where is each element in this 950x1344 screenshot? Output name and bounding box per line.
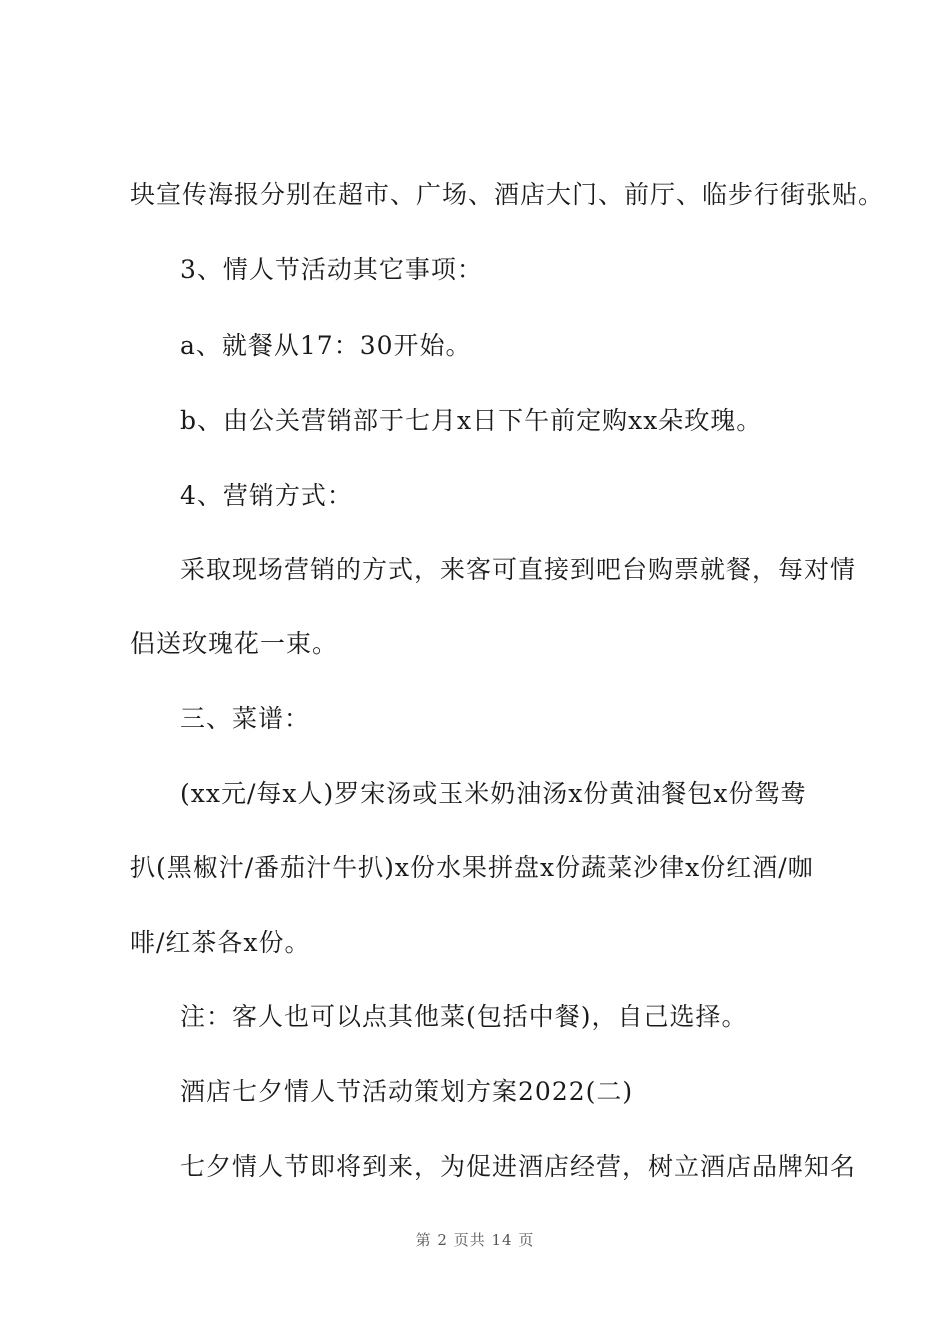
text-line: 3、情人节活动其它事项： bbox=[180, 255, 483, 284]
text-line: 三、菜谱： bbox=[180, 704, 311, 733]
text-line: 侣送玫瑰花一束。 bbox=[130, 629, 339, 658]
text-line: 啡/红茶各x份。 bbox=[130, 928, 311, 957]
section-heading: 酒店七夕情人节活动策划方案2022(二) bbox=[180, 1077, 634, 1106]
text-line: a、就餐从17：30开始。 bbox=[180, 331, 472, 360]
page-number-footer: 第 2 页共 14 页 bbox=[415, 1231, 535, 1249]
text-line: 注：客人也可以点其他菜(包括中餐)，自己选择。 bbox=[180, 1002, 748, 1031]
text-line: 扒(黑椒汁/番茄汁牛扒)x份水果拼盘x份蔬菜沙律x份红酒/咖 bbox=[130, 853, 814, 882]
text-line: 4、营销方式： bbox=[180, 481, 353, 510]
text-line: 七夕情人节即将到来，为促进酒店经营，树立酒店品牌知名 bbox=[180, 1152, 857, 1181]
text-line: (xx元/每x人)罗宋汤或玉米奶油汤x份黄油餐包x份鸳鸯 bbox=[180, 779, 807, 808]
text-line: b、由公关营销部于七月x日下午前定购xx朵玫瑰。 bbox=[180, 406, 763, 435]
text-line: 采取现场营销的方式，来客可直接到吧台购票就餐，每对情 bbox=[180, 555, 857, 584]
text-line: 块宣传海报分别在超市、广场、酒店大门、前厅、临步行街张贴。 bbox=[130, 180, 885, 209]
